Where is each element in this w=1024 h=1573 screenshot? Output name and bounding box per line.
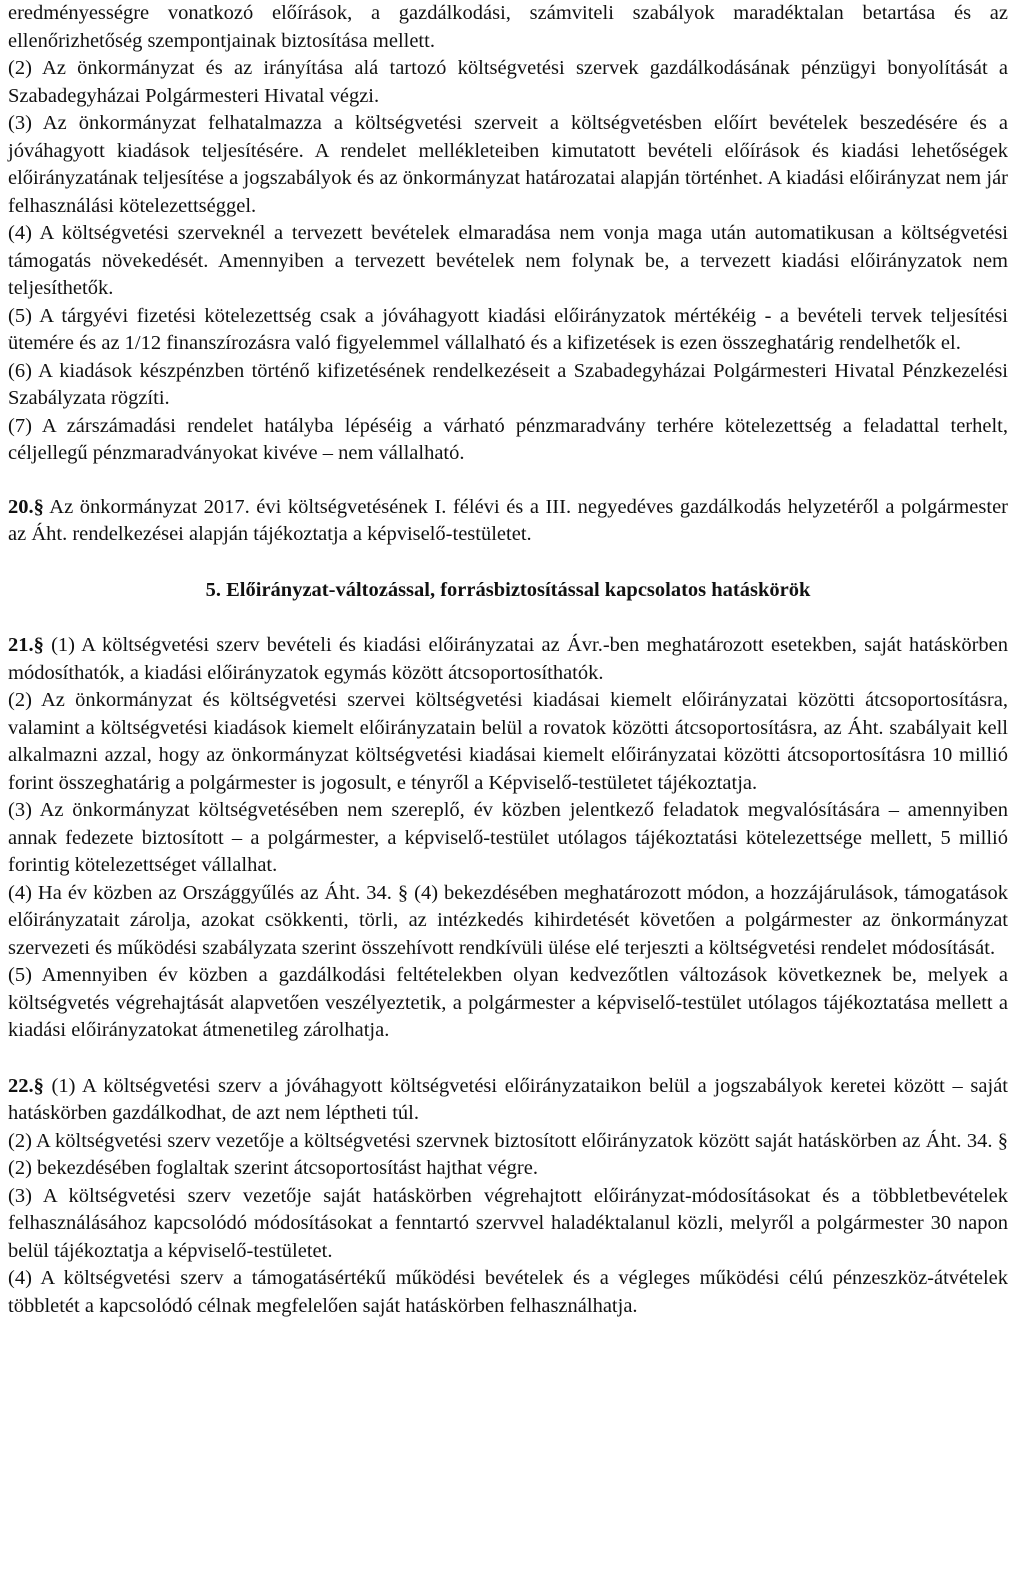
section-22-1 [8, 1073, 1008, 1128]
section-20 [8, 494, 1008, 549]
section-number: 20.§ [8, 495, 44, 518]
section-21-2: (2) Az önkormányzat és költségvetési szervei költségvetési kiadásai kiemelt előirányzatai közötti átcsoportosításra, valamint a költségvetési kiadások kiemelt előirányzatain belül a rovatok közötti átcsoportosításra, az Áht. szabályait kell alkalmazni azzal, hogy az önkormányzat költségvetési kiadásai kiemelt előirányzatai közötti átcsoportosításra 10 millió forint összeghatárig a polgármester is jogosult, e tényről a Képviselő-testületet tájékoztatja. [8, 689, 1008, 794]
section-21-1 [8, 632, 1008, 687]
paragraph-continuation: eredményességre vonatkozó előírások, a gazdálkodási, számviteli szabályok maradéktalan betartása és az ellenőrizhetőség szempontjainak biztosítása mellett. [8, 2, 1008, 52]
section-21-4: (4) Ha év közben az Országgyűlés az Áht. 34. § (4) bekezdésében meghatározott módon, a hozzájárulások, támogatások előirányzatait zárolja, azokat csökkenti, törli, az intézkedés kihirdetését követően a polgármester az önkormányzat szervezeti és működési szabályzata szerint összehívott rendkívüli ülése elé terjeszti a költségvetési rendelet módosítását. [8, 881, 1008, 959]
section-22-2: (2) A költségvetési szerv vezetője a költségvetési szervnek biztosított előirányzatok között saját hatáskörben az Áht. 34. § (2) bekezdésében foglaltak szerint átcsoportosítást hajthat végre. [8, 1129, 1008, 1179]
section-number: 21.§ [8, 634, 44, 656]
spacer [8, 549, 1008, 577]
section-number: 22.§ [8, 1074, 44, 1097]
paragraph-19-5: (5) A tárgyévi fizetési kötelezettség csak a jóváhagyott kiadási előirányzatok mértékéig - a bevételi tervek teljesítési ütemére és az 1/12 finanszírozásra való figyelemmel vállalható és a kifizetések is ezen összeghatárig rendelhetők el. [8, 304, 1008, 354]
paragraph-19-6: (6) A kiadások készpénzben történő kifizetésének rendelkezéseit a Szabadegyházai Polgármesteri Hivatal Pénzkezelési Szabályzata rögzíti. [8, 359, 1008, 409]
paragraph-19-2: (2) Az önkormányzat és az irányítása alá tartozó költségvetési szervek gazdálkodásának pénzügyi bonyolítását a Szabadegyházai Polgármesteri Hivatal végzi. [8, 57, 1008, 107]
section-21-1-text: (1) A költségvetési szerv bevételi és kiadási előirányzatai az Ávr.-ben meghatározott esetekben, saját hatáskörben módosíthatók, a kiadási előirányzatok egymás között átcsoportosíthatók. [8, 634, 1008, 684]
section-21-3: (3) Az önkormányzat költségvetésében nem szereplő, év közben jelentkező feladatok megvalósítására – amennyiben annak fedezete biztosított – a polgármester, a képviselő-testület utólagos tájékoztatási kötelezettsége mellett, 5 millió forintig kötelezettséget vállalhat. [8, 799, 1008, 876]
section-22-3: (3) A költségvetési szerv vezetője saját hatáskörben végrehajtott előirányzat-módosításokat és a többletbevételek felhasználásához kapcsolódó módosításokat a fenntartó szervvel haladéktalanul közli, melyről a polgármester 30 napon belül tájékoztatja a képviselő-testületet. [8, 1184, 1008, 1262]
section-22-4: (4) A költségvetési szerv a támogatásértékű működési bevételek és a végleges működési célú pénzeszköz-átvételek többletét a kapcsolódó célnak megfelelően saját hatáskörben felhasználhatja. [8, 1267, 1008, 1317]
document-page [8, 0, 1008, 1320]
spacer [8, 468, 1008, 494]
spacer [8, 604, 1008, 632]
chapter-heading: 5. Előirányzat-változással, forrásbiztosítással kapcsolatos hatáskörök [205, 578, 811, 601]
section-21-5: (5) Amennyiben év közben a gazdálkodási feltételekben olyan kedvezőtlen változások következnek be, melyek a költségvetés végrehajtását alapvetően veszélyeztetik, a polgármester a képviselő-testület utólagos tájékoztatása mellett a kiadási előirányzatokat átmenetileg zárolhatja. [8, 964, 1008, 1041]
paragraph-19-4: (4) A költségvetési szerveknél a tervezett bevételek elmaradása nem vonja maga után automatikusan a költségvetési támogatás növekedését. Amennyiben a tervezett bevételek nem folynak be, a tervezett kiadási előirányzatok nem teljesíthetők. [8, 222, 1008, 299]
section-20-text: Az önkormányzat 2017. évi költségvetésének I. félévi és a III. negyedéves gazdálkodás helyzetéről a polgármester az Áht. rendelkezései alapján tájékoztatja a képviselő-testületet. [8, 495, 1008, 545]
section-22-1-text: (1) A költségvetési szerv a jóváhagyott költségvetési előirányzataikon belül a jogszabályok keretei között – saját hatáskörben gazdálkodhat, de azt nem léptheti túl. [8, 1074, 1008, 1124]
paragraph-19-7: (7) A zárszámadási rendelet hatályba lépéséig a várható pénzmaradvány terhére kötelezettség a feladattal terhelt, céljellegű pénzmaradványokat kivéve – nem vállalható. [8, 414, 1008, 464]
paragraph-19-3: (3) Az önkormányzat felhatalmazza a költségvetési szerveit a költségvetésben előírt bevételek beszedésére és a jóváhagyott kiadások teljesítésére. A rendelet mellékleteiben kimutatott bevételi előírások és kiadási lehetőségek előirányzatának teljesítése a jogszabályok és az önkormányzat határozatai alapján történhet. A kiadási előirányzat nem jár felhasználási kötelezettséggel. [8, 112, 1008, 217]
spacer [8, 1045, 1008, 1073]
